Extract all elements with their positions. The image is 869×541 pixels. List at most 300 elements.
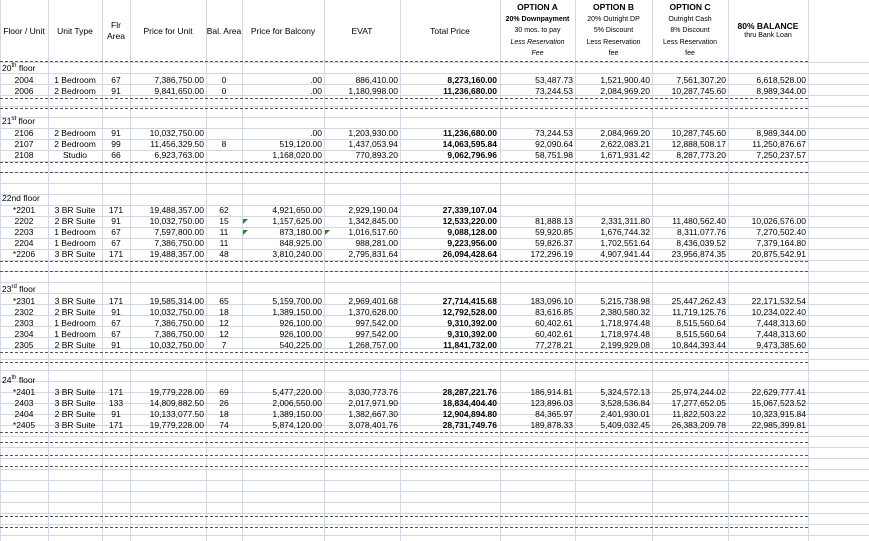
floor-label [2,375,35,385]
floor-suffix-sup: th [11,63,17,70]
cell-bal[interactable]: 65 [219,296,229,306]
row-gridline [0,183,869,184]
cell-balcony[interactable]: 5,477,220.00 [272,387,322,397]
cell-b[interactable]: 5,409,032.45 [600,420,650,430]
cell-bal[interactable]: 26 [219,398,229,408]
cell-area[interactable]: 67 [111,227,121,237]
cell-unit[interactable]: *2206 [12,249,36,259]
cell-b[interactable]: 4,907,941.44 [600,249,650,259]
cell-b[interactable]: 5,324,572.13 [600,387,650,397]
cell-price[interactable]: 10,032,750.00 [149,307,204,317]
cell-a[interactable]: 189,878.33 [530,420,573,430]
cell-total[interactable]: 9,062,796.96 [447,150,497,160]
cell-a[interactable]: 83,616.85 [535,307,573,317]
cell-b[interactable]: 2,331,311.80 [601,216,650,226]
floor-divider [0,108,808,109]
floor-divider [0,162,808,163]
cell-balcony[interactable]: 1,157,625.00 [272,216,322,226]
cell-b[interactable]: 2,084,969.20 [600,86,650,96]
cell-evat[interactable]: 1,382,667.30 [348,409,398,419]
table-row[interactable] [0,249,808,260]
cell-evat[interactable]: 997,542.00 [355,318,398,328]
cell-b[interactable]: 1,671,931.42 [600,150,650,160]
cell-c[interactable]: 11,719,125.76 [672,307,726,317]
cell-total[interactable]: 8,273,160.00 [447,75,497,85]
cell-bank[interactable]: 9,473,385.60 [756,340,806,350]
cell-total[interactable]: 11,236,680.00 [443,86,497,96]
cell-total[interactable]: 28,731,749.76 [442,420,497,430]
table-row[interactable] [0,75,808,86]
cell-unit[interactable]: 2305 [14,340,34,350]
cell-type[interactable]: 2 BR Suite [54,409,96,419]
cell-bank[interactable]: 22,629,777.41 [751,387,806,397]
cell-unit[interactable]: 2303 [14,318,34,328]
cell-unit[interactable]: 2108 [14,150,34,160]
table-row[interactable] [0,329,808,340]
header-balance[interactable] [728,2,808,60]
cell-price[interactable]: 10,032,750.00 [149,216,204,226]
cell-unit[interactable]: 2302 [14,307,34,317]
cell-a[interactable]: 53,487.73 [535,75,573,85]
cell-evat[interactable]: 997,542.00 [355,329,398,339]
cell-c[interactable]: 8,515,560.64 [676,329,726,339]
floor-word: floor [16,63,36,73]
cell-bank[interactable]: 11,250,876.67 [752,139,806,149]
cell-price[interactable]: 10,133,077.50 [149,409,204,419]
cell-type[interactable]: 2 Bedroom [54,139,96,149]
cell-c[interactable] [653,205,726,216]
cell-b[interactable]: 1,702,551.64 [600,238,650,248]
cell-bank[interactable]: 8,989,344.00 [756,86,806,96]
cell-c[interactable]: 23,956,874.35 [671,249,726,259]
cell-type[interactable]: 1 Bedroom [54,227,96,237]
cell-evat[interactable]: 2,969,401.68 [348,296,398,306]
cell-bal[interactable]: 74 [219,420,229,430]
cell-price[interactable]: 7,386,750.00 [154,75,204,85]
cell-balcony[interactable]: 926,100.00 [279,329,322,339]
cell-c[interactable]: 7,561,307.20 [676,75,726,85]
cell-c[interactable]: 11,480,562.40 [672,216,726,226]
cell-bank[interactable]: 7,448,313.60 [756,329,806,339]
cell-type[interactable]: 3 BR Suite [54,296,96,306]
cell-total[interactable]: 27,714,415.68 [442,296,497,306]
floor-word: floor [16,284,36,294]
cell-bank[interactable]: 20,875,542.91 [751,249,806,259]
table-row[interactable] [0,398,808,409]
header-option-b-line3: Less Reservation [586,38,641,46]
cell-balcony[interactable]: 2,006,550.00 [272,398,322,408]
cell-c[interactable]: 8,436,039.52 [676,238,726,248]
header-evat[interactable]: EVAT [351,25,373,36]
header-flr-area[interactable]: Flr Area [107,20,125,41]
cell-total[interactable]: 26,094,428.64 [442,249,497,259]
cell-price[interactable]: 19,488,357.00 [149,205,204,215]
cell-evat[interactable]: 770,893.20 [355,150,398,160]
cell-unit[interactable]: 2004 [14,75,34,85]
cell-bank[interactable]: 22,985,399.81 [751,420,806,430]
cell-bal[interactable]: 11 [219,227,229,237]
cell-type[interactable]: 1 Bedroom [54,318,96,328]
table-row[interactable] [0,86,808,97]
header-unit-type[interactable]: Unit Type [57,25,93,36]
cell-evat[interactable]: 1,268,757.00 [348,340,398,350]
cell-area[interactable]: 66 [111,150,121,160]
header-option-c-line2: 8% Discount [670,27,710,34]
cell-bal[interactable]: 11 [219,238,229,248]
cell-price[interactable]: 10,032,750.00 [149,340,204,350]
floor-divider [0,271,808,272]
cell-c[interactable]: 25,447,262.43 [671,296,726,306]
cell-area[interactable]: 91 [111,409,121,419]
cell-a[interactable]: 60,402.61 [535,329,573,339]
cell-balcony[interactable]: 540,225.00 [279,340,322,350]
header-balance-line1: thru Bank Loan [744,31,792,39]
cell-area[interactable]: 67 [111,329,121,339]
row-gridline [0,502,869,503]
floor-label [2,63,35,73]
cell-b[interactable]: 2,084,969.20 [600,128,650,138]
cell-balcony[interactable]: 848,925.00 [279,238,322,248]
cell-type[interactable]: 2 BR Suite [54,340,96,350]
floor-divider [0,442,808,443]
cell-price[interactable]: 19,779,228.00 [149,387,204,397]
table-row[interactable] [0,307,808,318]
cell-bal[interactable]: 18 [219,307,229,317]
table-row[interactable] [0,238,808,249]
cell-area[interactable]: 91 [111,307,121,317]
cell-price[interactable]: 11,456,329.50 [150,139,204,149]
cell-unit[interactable]: *2405 [12,420,36,430]
floor-suffix-sup: th [11,375,17,382]
cell-a[interactable]: 73,244.53 [535,128,573,138]
table-row[interactable] [0,139,808,150]
cell-price[interactable]: 14,809,882.50 [149,398,204,408]
cell-area[interactable]: 67 [111,238,121,248]
cell-type[interactable]: 3 BR Suite [54,387,96,397]
table-row[interactable] [0,296,808,307]
cell-price[interactable]: 7,386,750.00 [154,318,204,328]
floor-divider [0,261,808,262]
cell-evat[interactable]: 3,030,773.76 [348,387,398,397]
cell-type[interactable]: 2 BR Suite [54,307,96,317]
cell-total[interactable]: 11,236,680.00 [443,128,497,138]
cell-area[interactable]: 171 [108,296,124,306]
cell-c[interactable]: 10,287,745.60 [671,128,726,138]
floor-number: 24 [2,375,12,385]
cell-total[interactable]: 9,088,128.00 [447,227,497,237]
cell-c[interactable]: 8,515,560.64 [676,318,726,328]
cell-balcony[interactable]: 1,168,020.00 [272,150,322,160]
cell-price[interactable]: 7,386,750.00 [154,329,204,339]
cell-total[interactable]: 27,339,107.04 [442,205,497,215]
table-row[interactable] [0,387,808,398]
cell-balcony[interactable]: 1,389,150.00 [272,307,322,317]
cell-area[interactable]: 91 [111,86,121,96]
cell-price[interactable]: 6,923,763.00 [154,150,204,160]
cell-unit[interactable]: 2006 [14,86,34,96]
cell-balcony[interactable]: .00 [310,128,322,138]
floor-divider [0,98,808,99]
cell-b[interactable]: 1,676,744.32 [600,227,650,237]
cell-bank[interactable]: 15,067,523.52 [751,398,806,408]
cell-balcony[interactable]: 3,810,240.00 [272,249,322,259]
cell-price[interactable]: 19,488,357.00 [149,249,204,259]
cell-area[interactable]: 99 [111,139,121,149]
cell-area[interactable]: 171 [108,205,124,215]
cell-area[interactable]: 67 [111,75,121,85]
header-option-a-line4: Fee [531,50,544,57]
row-gridline [0,480,869,481]
cell-total[interactable]: 11,841,732.00 [443,340,497,350]
cell-bal[interactable]: 69 [219,387,229,397]
header-option-c-line4: fee [685,50,695,57]
floor-divider [0,172,808,173]
cell-a[interactable] [501,205,573,216]
cell-a[interactable]: 81,888.13 [535,216,573,226]
cell-bal[interactable] [207,128,241,139]
header-option-a-line2: 30 mos. to pay [514,27,561,34]
cell-area[interactable]: 91 [111,128,121,138]
cell-unit[interactable]: *2401 [12,387,36,397]
cell-total[interactable]: 9,223,956.00 [447,238,497,248]
table-row[interactable] [0,420,808,431]
cell-b[interactable]: 2,622,083.21 [600,139,650,149]
cell-bank[interactable] [729,205,806,216]
cell-bank[interactable]: 22,171,532.54 [751,296,806,306]
cell-c[interactable]: 25,974,244.02 [671,387,726,397]
cell-unit[interactable]: 2107 [14,139,34,149]
floor-label [2,284,36,294]
table-row[interactable] [0,227,808,238]
header-option-a[interactable] [500,2,575,60]
row-gridline [0,491,869,492]
row-gridline [0,513,869,514]
cell-price[interactable]: 7,597,800.00 [154,227,204,237]
header-bal-area[interactable]: Bal. Area [206,25,242,36]
cell-c[interactable]: 10,844,393.44 [671,340,726,350]
cell-total[interactable]: 9,310,392.00 [447,329,497,339]
row-gridline [0,381,869,382]
table-row[interactable] [0,318,808,329]
cell-bal[interactable]: 12 [219,329,229,339]
cell-unit[interactable]: 2403 [14,398,34,408]
cell-type[interactable]: Studio [62,150,88,160]
cell-a[interactable]: 58,751.98 [535,150,573,160]
cell-a[interactable]: 172,296.19 [530,249,573,259]
cell-evat[interactable]: 1,370,628.00 [348,307,398,317]
row-gridline [0,535,869,536]
cell-bal[interactable]: 18 [219,409,229,419]
cell-bal[interactable]: 48 [219,249,229,259]
cell-balcony[interactable]: 926,100.00 [279,318,322,328]
cell-type[interactable]: 3 BR Suite [54,420,96,430]
cell-type[interactable]: 1 Bedroom [54,329,96,339]
cell-bank[interactable]: 10,234,022.40 [751,307,806,317]
cell-bank[interactable]: 7,270,502.40 [756,227,806,237]
cell-evat[interactable]: 1,437,053.94 [348,139,398,149]
cell-unit[interactable]: *2301 [12,296,36,306]
cell-unit[interactable]: 2203 [14,227,34,237]
header-option-b[interactable] [575,2,652,60]
cell-area[interactable]: 133 [108,398,124,408]
cell-type[interactable]: 1 Bedroom [54,75,96,85]
header-balance-title: 80% BALANCE [737,21,799,32]
cell-evat[interactable]: 1,203,930.00 [348,128,398,138]
cell-evat[interactable]: 886,410.00 [355,75,398,85]
cell-unit[interactable]: 2304 [14,329,34,339]
row-gridline [0,73,869,74]
cell-a[interactable]: 59,826.37 [535,238,573,248]
cell-comment-marker [243,230,248,235]
header-total-price[interactable]: Total Price [430,25,470,36]
cell-total[interactable]: 28,287,221.76 [442,387,497,397]
cell-b[interactable]: 1,521,900.40 [600,75,650,85]
cell-bal[interactable] [207,150,241,161]
cell-evat[interactable]: 1,342,845.00 [348,216,398,226]
cell-unit[interactable]: 2404 [14,409,34,419]
cell-price[interactable]: 10,032,750.00 [149,128,204,138]
cell-area[interactable]: 171 [108,420,124,430]
cell-bank[interactable]: 8,989,344.00 [756,128,806,138]
header-option-a-line3: Less Reservation [510,38,565,46]
cell-area[interactable]: 171 [108,249,124,259]
cell-b[interactable]: 2,401,930.01 [600,409,650,419]
cell-area[interactable]: 171 [108,387,124,397]
cell-evat[interactable]: 1,016,517.60 [348,227,398,237]
cell-a[interactable]: 77,278.21 [535,340,573,350]
cell-unit[interactable]: 2106 [14,128,34,138]
cell-bank[interactable]: 7,250,237.57 [756,150,806,160]
cell-type[interactable]: 1 Bedroom [54,238,96,248]
cell-balcony[interactable]: 873,180.00 [279,227,322,237]
cell-balcony[interactable]: 5,874,120.00 [272,420,322,430]
cell-evat[interactable]: 3,078,401.76 [348,420,398,430]
cell-type[interactable]: 2 Bedroom [54,86,96,96]
cell-type[interactable]: 3 BR Suite [54,205,96,215]
cell-type[interactable]: 2 BR Suite [54,216,96,226]
cell-bal[interactable]: 0 [221,75,227,85]
cell-price[interactable]: 19,779,228.00 [149,420,204,430]
cell-total[interactable]: 12,904,894.80 [442,409,497,419]
cell-b[interactable]: 1,718,974.48 [600,318,650,328]
cell-total[interactable]: 9,310,392.00 [447,318,497,328]
cell-price[interactable]: 9,841,650.00 [154,86,204,96]
cell-c[interactable]: 8,287,773.20 [676,150,726,160]
cell-a[interactable]: 123,896.03 [530,398,573,408]
cell-type[interactable]: 3 BR Suite [54,249,96,259]
cell-c[interactable]: 26,383,209.78 [671,420,726,430]
cell-evat[interactable]: 2,795,831.64 [348,249,398,259]
cell-price[interactable]: 19,585,314.00 [149,296,204,306]
table-row[interactable] [0,128,808,139]
cell-evat[interactable]: 988,281.00 [355,238,398,248]
cell-area[interactable]: 91 [111,340,121,350]
cell-b[interactable] [576,205,650,216]
cell-a[interactable]: 60,402.61 [535,318,573,328]
cell-balcony[interactable]: 1,389,150.00 [272,409,322,419]
cell-bal[interactable]: 7 [221,340,227,350]
cell-b[interactable]: 2,199,929.08 [600,340,650,350]
cell-b[interactable]: 2,380,580.32 [600,307,650,317]
row-gridline [0,62,869,63]
header-price-unit[interactable]: Price for Unit [143,25,193,36]
cell-b[interactable]: 5,215,738.98 [600,296,650,306]
cell-c[interactable]: 17,277,652.05 [671,398,726,408]
floor-suffix-sup: st [11,116,17,123]
cell-unit[interactable]: *2201 [12,205,36,215]
cell-bank[interactable]: 7,379,164.80 [756,238,806,248]
cell-a[interactable]: 92,090.64 [535,139,573,149]
floor-label [2,193,40,203]
cell-balcony[interactable]: .00 [310,86,322,96]
cell-c[interactable]: 8,311,077.76 [677,227,726,237]
cell-bank[interactable]: 10,323,915.84 [751,409,806,419]
table-row[interactable] [0,409,808,420]
floor-word: floor [16,375,36,385]
cell-evat[interactable]: 1,180,998.00 [348,86,398,96]
cell-type[interactable]: 3 BR Suite [54,398,96,408]
cell-bal[interactable]: 0 [221,86,227,96]
table-row[interactable] [0,150,808,161]
cell-c[interactable]: 11,822,503.22 [672,409,726,419]
cell-bank[interactable]: 7,448,313.60 [756,318,806,328]
table-row[interactable] [0,216,808,227]
cell-bal[interactable]: 8 [221,139,227,149]
cell-price[interactable]: 7,386,750.00 [154,238,204,248]
cell-balcony[interactable]: 5,159,700.00 [272,296,322,306]
cell-balcony[interactable]: .00 [310,75,322,85]
cell-c[interactable]: 10,287,745.60 [671,86,726,96]
cell-balcony[interactable]: 519,120.00 [279,139,322,149]
floor-number: 20 [2,63,12,73]
sheet-divider [0,455,808,456]
cell-bank[interactable]: 10,026,576.00 [751,216,806,226]
header-option-c-title: OPTION C [669,2,711,12]
cell-total[interactable]: 14,063,595.84 [442,139,497,149]
cell-area[interactable]: 67 [111,318,121,328]
cell-bal[interactable]: 62 [219,205,229,215]
header-option-b-title: OPTION B [592,2,635,12]
cell-bal[interactable]: 15 [219,216,229,226]
header-option-c[interactable] [652,2,728,60]
cell-a[interactable]: 59,920.85 [535,227,573,237]
header-floor-unit[interactable]: Floor / Unit [3,25,45,36]
cell-b[interactable]: 3,528,536.84 [600,398,650,408]
cell-a[interactable]: 84,365.97 [535,409,573,419]
cell-type[interactable]: 2 Bedroom [54,128,96,138]
cell-b[interactable]: 1,718,974.48 [600,329,650,339]
cell-evat[interactable]: 2,017,971.90 [348,398,398,408]
table-row[interactable] [0,205,808,216]
header-price-balcony[interactable]: Price for Balcony [250,25,316,36]
cell-bank[interactable]: 6,618,528.00 [756,75,806,85]
cell-bal[interactable]: 12 [219,318,229,328]
row-gridline [0,524,869,525]
cell-a[interactable]: 183,096.10 [530,296,573,306]
cell-evat[interactable]: 2,929,190.04 [348,205,398,215]
cell-total[interactable]: 12,533,220.00 [442,216,497,226]
cell-unit[interactable]: 2202 [14,216,34,226]
cell-c[interactable]: 12,888,508.17 [671,139,726,149]
cell-total[interactable]: 12,792,528.00 [442,307,497,317]
cell-a[interactable]: 186,914.81 [530,387,573,397]
cell-balcony[interactable]: 4,921,650.00 [272,205,322,215]
cell-a[interactable]: 73,244.53 [535,86,573,96]
cell-area[interactable]: 91 [111,216,121,226]
cell-unit[interactable]: 2204 [14,238,34,248]
cell-total[interactable]: 18,834,404.40 [442,398,497,408]
table-row[interactable] [0,340,808,351]
